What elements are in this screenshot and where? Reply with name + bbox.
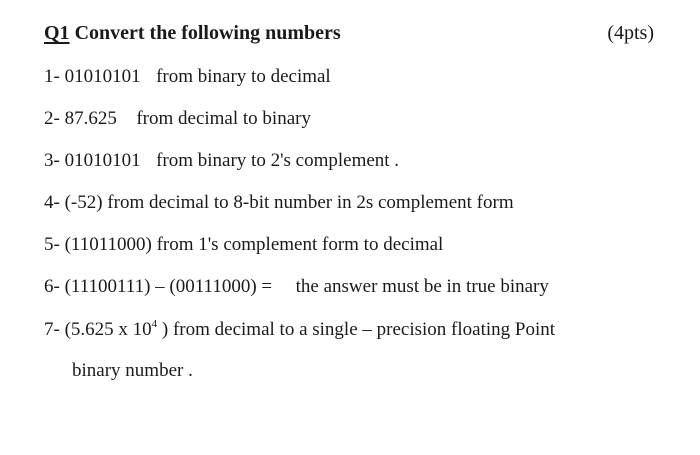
item-open: (5.625 [64, 319, 114, 340]
list-item-5 [44, 234, 443, 256]
item-number: 2- [44, 108, 60, 129]
item-text: from binary to 2's complement . [156, 150, 400, 171]
list-item-6 [44, 276, 549, 298]
item-text: from decimal to binary [136, 108, 311, 129]
list-item-7-continuation [72, 360, 193, 382]
item-number: 6- [44, 276, 60, 297]
item-number: 5- [44, 234, 60, 255]
item-text: (11011000) from 1's complement form to decimal [64, 234, 444, 255]
item-text: ) from decimal to a single – precision [161, 319, 447, 340]
item-number: 1- [44, 66, 60, 87]
list-item-4 [44, 192, 514, 214]
item-number: 3- [44, 150, 60, 171]
item-times: x [118, 319, 128, 340]
item-text: (-52) from decimal to 8-bit number in 2s complement form [64, 192, 514, 213]
item-value: 87.625 [64, 108, 117, 129]
item-value: 01010101 [64, 150, 141, 171]
list-item-2 [44, 108, 311, 130]
question-header [44, 22, 660, 50]
question-title [44, 22, 341, 45]
item-expression: (11100111) – (00111000) = [64, 276, 273, 297]
list-item-3 [44, 150, 399, 172]
question-title-text: Convert the following numbers [74, 22, 341, 44]
points-label: (4pts) [607, 22, 654, 44]
list-item-1 [44, 66, 331, 88]
item-text: the answer must be in true binary [295, 276, 549, 297]
item-value: 01010101 [64, 66, 141, 87]
item-base: 10 [132, 319, 152, 340]
item-tail: floating Point [451, 319, 556, 340]
item-number: 4- [44, 192, 60, 213]
item-text: from binary to decimal [156, 66, 331, 87]
list-item-7 [44, 318, 555, 341]
item-number: 7- [44, 319, 60, 340]
item-text: binary number . [72, 360, 193, 381]
item-exponent: 4 [151, 318, 158, 330]
question-label: Q1 [44, 22, 70, 44]
